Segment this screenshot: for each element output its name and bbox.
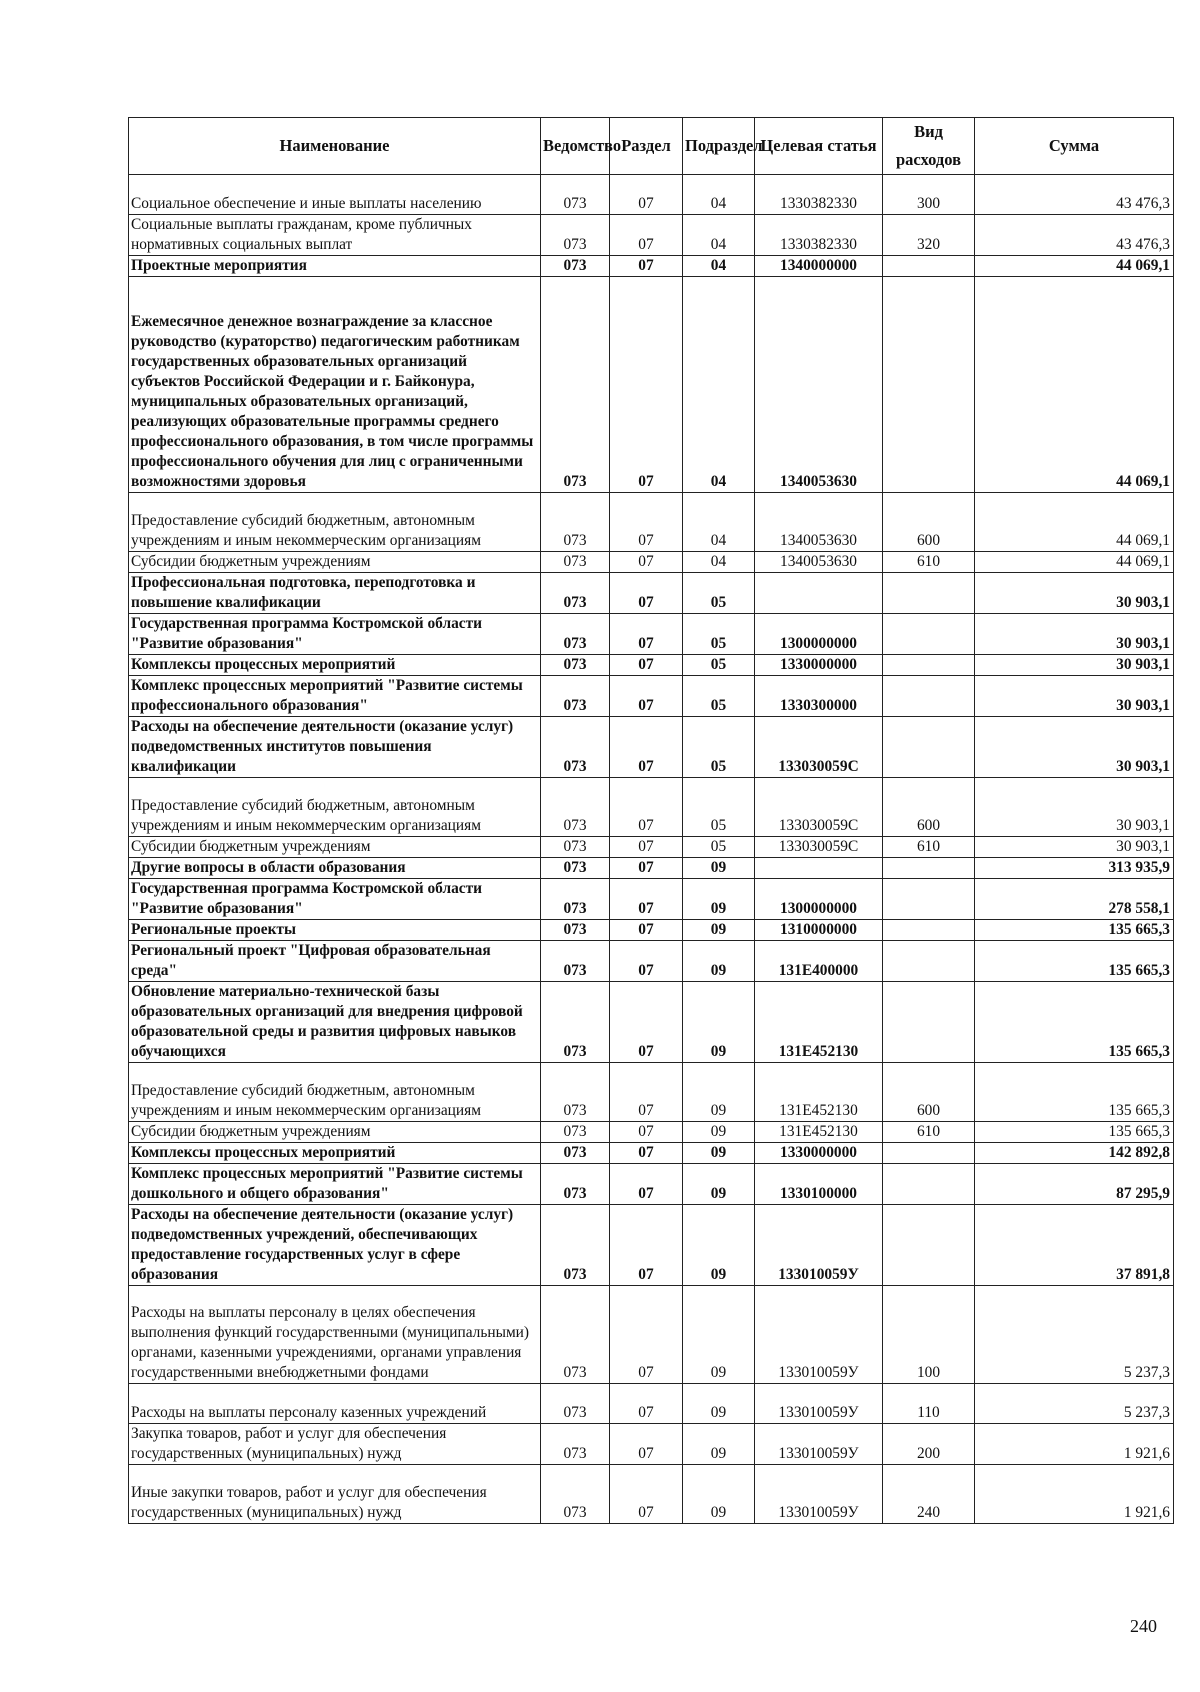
cell-summa: 135 665,3: [975, 982, 1174, 1063]
table-row: [129, 1164, 1174, 1205]
table-body: [129, 175, 1174, 1524]
cell-vedomstvo: 073: [541, 1122, 610, 1143]
cell-vedomstvo: 073: [541, 1164, 610, 1205]
cell-celevaya-statya: 1310000000: [755, 920, 883, 941]
cell-celevaya-statya: 131Е400000: [755, 941, 883, 982]
cell-razdel: 07: [610, 493, 683, 552]
cell-vedomstvo: 073: [541, 717, 610, 778]
cell-name: Государственная программа Костромской области "Развитие образования": [129, 614, 541, 655]
cell-podrazdel: 09: [683, 982, 755, 1063]
cell-celevaya-statya: [755, 573, 883, 614]
cell-razdel: 07: [610, 1164, 683, 1205]
cell-summa: 1 921,6: [975, 1465, 1174, 1524]
cell-razdel: 07: [610, 552, 683, 573]
cell-razdel: 07: [610, 717, 683, 778]
cell-celevaya-statya: 133010059У: [755, 1205, 883, 1286]
cell-name: Региональные проекты: [129, 920, 541, 941]
cell-summa: 135 665,3: [975, 941, 1174, 982]
cell-celevaya-statya: 133010059У: [755, 1465, 883, 1524]
cell-vedomstvo: 073: [541, 941, 610, 982]
cell-razdel: 07: [610, 879, 683, 920]
cell-name: Расходы на выплаты персоналу в целях обеспечения выполнения функций государственными (муниципальными) органами, казенными учреждениями, органами управления государственными внебюджетными фондами: [129, 1286, 541, 1384]
cell-podrazdel: 09: [683, 1063, 755, 1122]
header-name: Наименование: [129, 118, 541, 175]
cell-name: Другие вопросы в области образования: [129, 858, 541, 879]
cell-vid-raskhodov: [883, 277, 975, 493]
table-row: [129, 858, 1174, 879]
cell-vedomstvo: 073: [541, 1424, 610, 1465]
table-row: [129, 717, 1174, 778]
cell-vid-raskhodov: [883, 614, 975, 655]
cell-podrazdel: 09: [683, 879, 755, 920]
cell-podrazdel: 04: [683, 277, 755, 493]
cell-vid-raskhodov: [883, 858, 975, 879]
cell-name: Комплексы процессных мероприятий: [129, 655, 541, 676]
cell-celevaya-statya: 1340053630: [755, 493, 883, 552]
cell-podrazdel: 04: [683, 493, 755, 552]
cell-vid-raskhodov: 610: [883, 837, 975, 858]
table-row: [129, 175, 1174, 215]
cell-razdel: 07: [610, 256, 683, 277]
cell-razdel: 07: [610, 1465, 683, 1524]
table-row: [129, 1384, 1174, 1424]
cell-vid-raskhodov: [883, 655, 975, 676]
cell-vedomstvo: 073: [541, 655, 610, 676]
table-row: [129, 941, 1174, 982]
cell-vedomstvo: 073: [541, 277, 610, 493]
cell-vedomstvo: 073: [541, 256, 610, 277]
cell-vedomstvo: 073: [541, 493, 610, 552]
cell-podrazdel: 09: [683, 1143, 755, 1164]
cell-razdel: 07: [610, 778, 683, 837]
cell-vid-raskhodov: [883, 1143, 975, 1164]
cell-celevaya-statya: 133030059С: [755, 778, 883, 837]
cell-razdel: 07: [610, 1063, 683, 1122]
cell-vid-raskhodov: 240: [883, 1465, 975, 1524]
table-row: [129, 1205, 1174, 1286]
cell-summa: 30 903,1: [975, 573, 1174, 614]
cell-vedomstvo: 073: [541, 1143, 610, 1164]
cell-name: Обновление материально-технической базы образовательных организаций для внедрения цифровой образовательной среды и развития цифровых навыков обучающихся: [129, 982, 541, 1063]
cell-vedomstvo: 073: [541, 552, 610, 573]
cell-vedomstvo: 073: [541, 1205, 610, 1286]
cell-podrazdel: 05: [683, 778, 755, 837]
cell-podrazdel: 05: [683, 573, 755, 614]
cell-name: Социальные выплаты гражданам, кроме публичных нормативных социальных выплат: [129, 215, 541, 256]
cell-celevaya-statya: 1330382330: [755, 175, 883, 215]
cell-podrazdel: 04: [683, 215, 755, 256]
cell-name: Профессиональная подготовка, переподготовка и повышение квалификации: [129, 573, 541, 614]
cell-vedomstvo: 073: [541, 1384, 610, 1424]
cell-podrazdel: 09: [683, 1205, 755, 1286]
cell-razdel: 07: [610, 175, 683, 215]
table-row: [129, 215, 1174, 256]
header-celevaya-statya: Целевая статья: [755, 118, 883, 175]
header-vedomstvo: Ведомство: [541, 118, 610, 175]
cell-name: Социальное обеспечение и иные выплаты населению: [129, 175, 541, 215]
cell-vid-raskhodov: 600: [883, 493, 975, 552]
cell-celevaya-statya: 131Е452130: [755, 982, 883, 1063]
cell-name: Расходы на обеспечение деятельности (оказание услуг) подведомственных учреждений, обеспечивающих предоставление государственных услуг в сфере образования: [129, 1205, 541, 1286]
cell-summa: 135 665,3: [975, 1063, 1174, 1122]
table-row: [129, 1143, 1174, 1164]
cell-name: Расходы на обеспечение деятельности (оказание услуг) подведомственных институтов повышения квалификации: [129, 717, 541, 778]
cell-summa: 135 665,3: [975, 1122, 1174, 1143]
cell-celevaya-statya: 1340000000: [755, 256, 883, 277]
cell-summa: 30 903,1: [975, 614, 1174, 655]
cell-razdel: 07: [610, 1205, 683, 1286]
table-row: [129, 1122, 1174, 1143]
cell-celevaya-statya: 1330100000: [755, 1164, 883, 1205]
cell-podrazdel: 04: [683, 256, 755, 277]
cell-name: Иные закупки товаров, работ и услуг для обеспечения государственных (муниципальных) нужд: [129, 1465, 541, 1524]
cell-celevaya-statya: 1300000000: [755, 614, 883, 655]
cell-razdel: 07: [610, 676, 683, 717]
cell-name: Государственная программа Костромской области "Развитие образования": [129, 879, 541, 920]
cell-summa: 30 903,1: [975, 837, 1174, 858]
cell-celevaya-statya: 1330382330: [755, 215, 883, 256]
cell-summa: 44 069,1: [975, 256, 1174, 277]
cell-razdel: 07: [610, 941, 683, 982]
cell-celevaya-statya: 133010059У: [755, 1286, 883, 1384]
cell-summa: 87 295,9: [975, 1164, 1174, 1205]
page-number: 240: [1130, 1616, 1157, 1636]
table-row: [129, 1424, 1174, 1465]
cell-razdel: 07: [610, 837, 683, 858]
cell-podrazdel: 09: [683, 1164, 755, 1205]
cell-vedomstvo: 073: [541, 573, 610, 614]
cell-razdel: 07: [610, 920, 683, 941]
cell-summa: 44 069,1: [975, 552, 1174, 573]
cell-name: Комплекс процессных мероприятий "Развитие системы профессионального образования": [129, 676, 541, 717]
cell-vid-raskhodov: 600: [883, 778, 975, 837]
cell-vid-raskhodov: 200: [883, 1424, 975, 1465]
cell-vid-raskhodov: [883, 941, 975, 982]
cell-celevaya-statya: 133030059С: [755, 837, 883, 858]
cell-summa: 30 903,1: [975, 655, 1174, 676]
cell-name: Предоставление субсидий бюджетным, автономным учреждениям и иным некоммерческим организациям: [129, 1063, 541, 1122]
table-row: [129, 1286, 1174, 1384]
cell-celevaya-statya: 1330000000: [755, 655, 883, 676]
cell-summa: 313 935,9: [975, 858, 1174, 879]
table-row: [129, 277, 1174, 493]
cell-vid-raskhodov: [883, 1205, 975, 1286]
cell-summa: 43 476,3: [975, 215, 1174, 256]
cell-podrazdel: 09: [683, 1465, 755, 1524]
table-row: [129, 493, 1174, 552]
cell-podrazdel: 09: [683, 941, 755, 982]
header-vid-raskhodov: Вид расходов: [883, 118, 975, 175]
table-row: [129, 837, 1174, 858]
cell-vid-raskhodov: 610: [883, 552, 975, 573]
cell-celevaya-statya: 131Е452130: [755, 1122, 883, 1143]
cell-vid-raskhodov: 320: [883, 215, 975, 256]
cell-razdel: 07: [610, 858, 683, 879]
cell-podrazdel: 04: [683, 552, 755, 573]
cell-celevaya-statya: 1300000000: [755, 879, 883, 920]
cell-celevaya-statya: [755, 858, 883, 879]
cell-summa: 142 892,8: [975, 1143, 1174, 1164]
cell-summa: 5 237,3: [975, 1286, 1174, 1384]
cell-summa: 43 476,3: [975, 175, 1174, 215]
cell-celevaya-statya: 133010059У: [755, 1424, 883, 1465]
table-row: [129, 573, 1174, 614]
cell-vid-raskhodov: [883, 573, 975, 614]
cell-podrazdel: 05: [683, 676, 755, 717]
table-row: [129, 982, 1174, 1063]
cell-summa: 30 903,1: [975, 676, 1174, 717]
cell-razdel: 07: [610, 1424, 683, 1465]
cell-name: Комплекс процессных мероприятий "Развитие системы дошкольного и общего образования": [129, 1164, 541, 1205]
table-row: [129, 676, 1174, 717]
header-summa: Сумма: [975, 118, 1174, 175]
cell-razdel: 07: [610, 215, 683, 256]
budget-table: [128, 117, 1174, 1524]
cell-name: Ежемесячное денежное вознаграждение за классное руководство (кураторство) педагогическим работникам государственных образовательных организаций субъектов Российской Федерации и г. Байконура, муниципальных образовательных организаций, реализующих образовательные программы среднего профессионального образования, в том числе программы профессионального обучения для лиц с ограниченными возможностями здоровья: [129, 277, 541, 493]
cell-summa: 278 558,1: [975, 879, 1174, 920]
cell-vedomstvo: 073: [541, 879, 610, 920]
cell-razdel: 07: [610, 1143, 683, 1164]
cell-vid-raskhodov: 100: [883, 1286, 975, 1384]
table-row: [129, 614, 1174, 655]
cell-vid-raskhodov: 610: [883, 1122, 975, 1143]
table-row: [129, 778, 1174, 837]
cell-summa: 30 903,1: [975, 717, 1174, 778]
table-row: [129, 920, 1174, 941]
cell-vedomstvo: 073: [541, 1286, 610, 1384]
cell-celevaya-statya: 1340053630: [755, 277, 883, 493]
cell-vedomstvo: 073: [541, 920, 610, 941]
cell-summa: 44 069,1: [975, 277, 1174, 493]
cell-vedomstvo: 073: [541, 175, 610, 215]
cell-vid-raskhodov: [883, 256, 975, 277]
cell-razdel: 07: [610, 982, 683, 1063]
cell-vedomstvo: 073: [541, 215, 610, 256]
cell-vid-raskhodov: [883, 717, 975, 778]
cell-vedomstvo: 073: [541, 778, 610, 837]
cell-celevaya-statya: 133030059С: [755, 717, 883, 778]
cell-razdel: 07: [610, 1286, 683, 1384]
cell-vedomstvo: 073: [541, 676, 610, 717]
cell-name: Комплексы процессных мероприятий: [129, 1143, 541, 1164]
cell-vedomstvo: 073: [541, 858, 610, 879]
cell-name: Проектные мероприятия: [129, 256, 541, 277]
cell-vid-raskhodov: [883, 920, 975, 941]
cell-celevaya-statya: 131Е452130: [755, 1063, 883, 1122]
cell-celevaya-statya: 133010059У: [755, 1384, 883, 1424]
cell-podrazdel: 05: [683, 614, 755, 655]
header-razdel: Раздел: [610, 118, 683, 175]
cell-podrazdel: 09: [683, 1122, 755, 1143]
cell-name: Закупка товаров, работ и услуг для обеспечения государственных (муниципальных) нужд: [129, 1424, 541, 1465]
cell-vid-raskhodov: 300: [883, 175, 975, 215]
table-row: [129, 256, 1174, 277]
cell-razdel: 07: [610, 1384, 683, 1424]
cell-name: Предоставление субсидий бюджетным, автономным учреждениям и иным некоммерческим организациям: [129, 778, 541, 837]
table-row: [129, 1063, 1174, 1122]
cell-razdel: 07: [610, 655, 683, 676]
cell-podrazdel: 09: [683, 920, 755, 941]
cell-name: Субсидии бюджетным учреждениям: [129, 552, 541, 573]
cell-summa: 135 665,3: [975, 920, 1174, 941]
table-row: [129, 879, 1174, 920]
cell-summa: 44 069,1: [975, 493, 1174, 552]
cell-razdel: 07: [610, 614, 683, 655]
table-header-row: [129, 118, 1174, 175]
cell-podrazdel: 09: [683, 858, 755, 879]
cell-celevaya-statya: 1340053630: [755, 552, 883, 573]
cell-vedomstvo: 073: [541, 837, 610, 858]
cell-podrazdel: 09: [683, 1424, 755, 1465]
header-podrazdel: Подраздел: [683, 118, 755, 175]
cell-razdel: 07: [610, 1122, 683, 1143]
table-row: [129, 1465, 1174, 1524]
cell-podrazdel: 04: [683, 175, 755, 215]
cell-celevaya-statya: 1330300000: [755, 676, 883, 717]
cell-razdel: 07: [610, 573, 683, 614]
cell-name: Расходы на выплаты персоналу казенных учреждений: [129, 1384, 541, 1424]
cell-podrazdel: 09: [683, 1286, 755, 1384]
cell-summa: 1 921,6: [975, 1424, 1174, 1465]
cell-vid-raskhodov: [883, 1164, 975, 1205]
cell-vedomstvo: 073: [541, 1465, 610, 1524]
cell-name: Субсидии бюджетным учреждениям: [129, 837, 541, 858]
cell-celevaya-statya: 1330000000: [755, 1143, 883, 1164]
cell-summa: 37 891,8: [975, 1205, 1174, 1286]
cell-name: Субсидии бюджетным учреждениям: [129, 1122, 541, 1143]
cell-name: Региональный проект "Цифровая образовательная среда": [129, 941, 541, 982]
cell-podrazdel: 09: [683, 1384, 755, 1424]
cell-vid-raskhodov: [883, 982, 975, 1063]
cell-razdel: 07: [610, 277, 683, 493]
cell-podrazdel: 05: [683, 837, 755, 858]
budget-table-sheet: [128, 117, 1173, 1524]
cell-summa: 30 903,1: [975, 778, 1174, 837]
table-row: [129, 655, 1174, 676]
cell-vid-raskhodov: 600: [883, 1063, 975, 1122]
cell-vid-raskhodov: [883, 676, 975, 717]
cell-podrazdel: 05: [683, 717, 755, 778]
cell-vedomstvo: 073: [541, 1063, 610, 1122]
cell-vid-raskhodov: 110: [883, 1384, 975, 1424]
cell-vedomstvo: 073: [541, 982, 610, 1063]
cell-vedomstvo: 073: [541, 614, 610, 655]
cell-podrazdel: 05: [683, 655, 755, 676]
table-row: [129, 552, 1174, 573]
cell-name: Предоставление субсидий бюджетным, автономным учреждениям и иным некоммерческим организациям: [129, 493, 541, 552]
cell-summa: 5 237,3: [975, 1384, 1174, 1424]
cell-vid-raskhodov: [883, 879, 975, 920]
